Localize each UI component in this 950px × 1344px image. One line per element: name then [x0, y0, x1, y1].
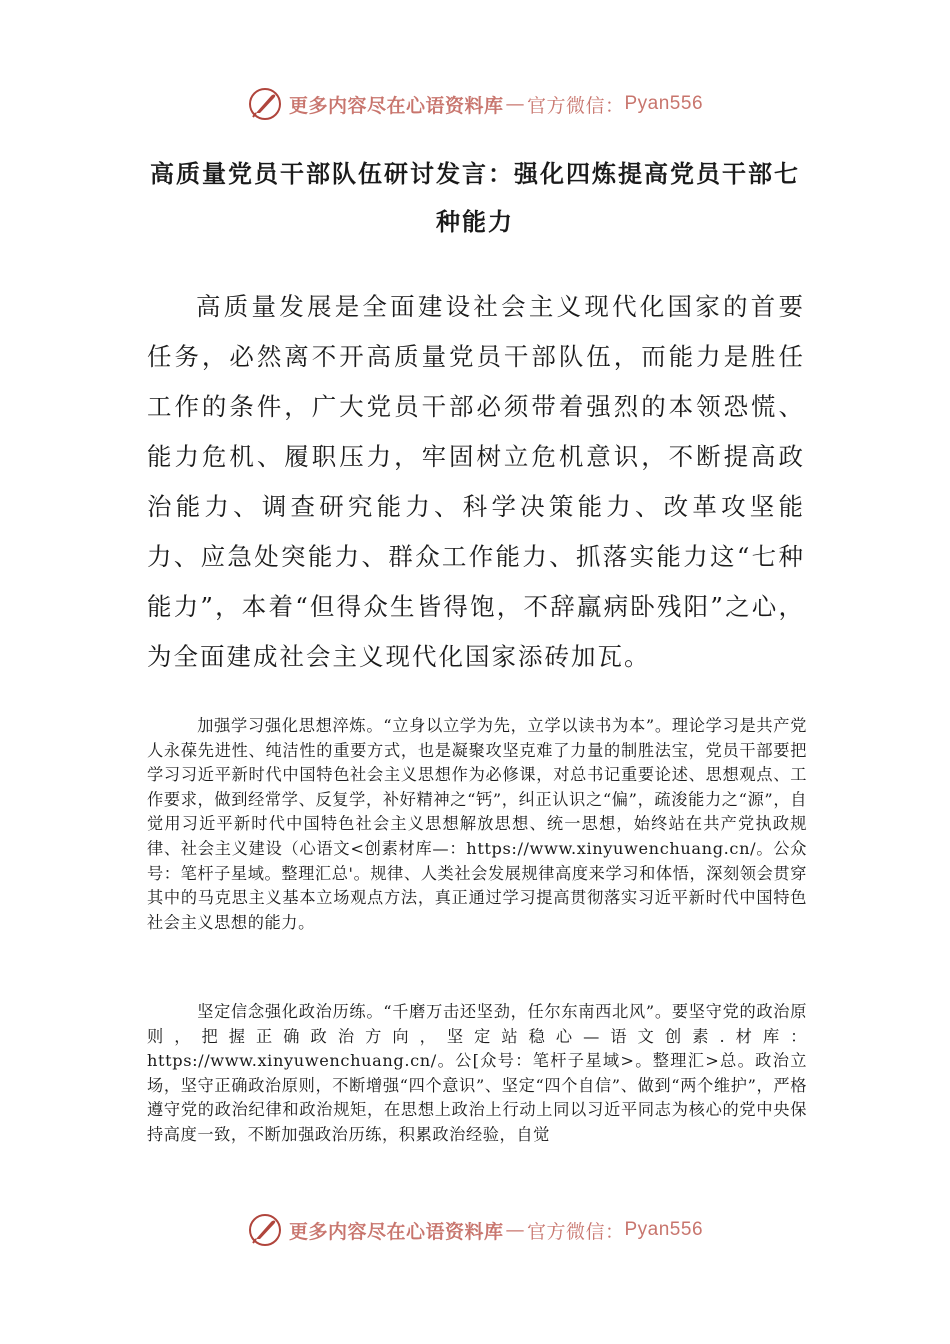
banner-label: 官方微信：	[526, 1220, 625, 1243]
body-paragraph-politics: 坚定信念强化政治历练。“千磨万击还坚劲，任尔东南西北风”。要坚守党的政治原则，把握正确政治方向，坚定站稳心—语文创素.材库：https://www.xinyuwenchuang.cn/。公[众号：笔杆子星域>。整理汇>总。政治立场，坚守正确政治原则，不断增强“四个意识”、坚定“四个自信”、做到“两个维护”，严格遵守党的政治纪律和政治规矩，在思想上政治上行动上同以习近平同志为核心的党中央保持高度一致，不断加强政治历练，积累政治经验，自觉	[147, 1002, 807, 1144]
banner-handle: Pyan556	[624, 1219, 704, 1240]
body-paragraph-study: 加强学习强化思想淬炼。“立身以立学为先，立学以读书为本”。理论学习是共产党人永葆先进性、纯洁性的重要方式，也是凝聚攻坚克难了力量的制胜法宝，党员干部要把学习习近平新时代中国特色社会主义思想作为必修课，对总书记重要论述、思想观点、工作要求，做到经常学、反复学，补好精神之“钙”，纠正认识之“偏”，疏浚能力之“源”，自觉用习近平新时代中国特色社会主义思想解放思想、统一思想，始终站在共产党执政规律、社会主义建设（心语文<创素材库—：https://www.xinyuwenchuang.cn/。公众号：笔杆子星域。整理汇总'。规律、人类社会发展规律高度来学习和体悟，深刻领会贯穿其中的马克思主义基本立场观点方法，真正通过学习提高贯彻落实习近平新时代中国特色社会主义思想的能力。	[147, 716, 807, 932]
footer-banner	[0, 1210, 950, 1250]
banner-separator: —	[505, 1219, 525, 1241]
banner-label: 官方微信：	[526, 94, 625, 117]
banner-handle: Pyan556	[624, 93, 704, 114]
quill-logo-icon	[247, 1212, 283, 1248]
banner-brand: 更多内容尽在心语资料库	[288, 1220, 504, 1243]
banner-separator: —	[505, 93, 525, 115]
banner-brand: 更多内容尽在心语资料库	[288, 94, 504, 117]
document-title: 高质量党员干部队伍研讨发言：强化四炼提高党员干部七种能力	[150, 159, 800, 236]
quill-logo-icon	[247, 86, 283, 122]
lead-paragraph: 高质量发展是全面建设社会主义现代化国家的首要任务，必然离不开高质量党员干部队伍，而能力是胜任工作的条件，广大党员干部必须带着强烈的本领恐慌、能力危机、履职压力，牢固树立危机意识，不断提高政治能力、调查研究能力、科学决策能力、改革攻坚能力、应急处突能力、群众工作能力、抓落实能力这“七种能力”，本着“但得众生皆得饱，不辞羸病卧残阳”之心，为全面建成社会主义现代化国家添砖加瓦。	[147, 292, 805, 671]
header-banner	[0, 84, 950, 124]
